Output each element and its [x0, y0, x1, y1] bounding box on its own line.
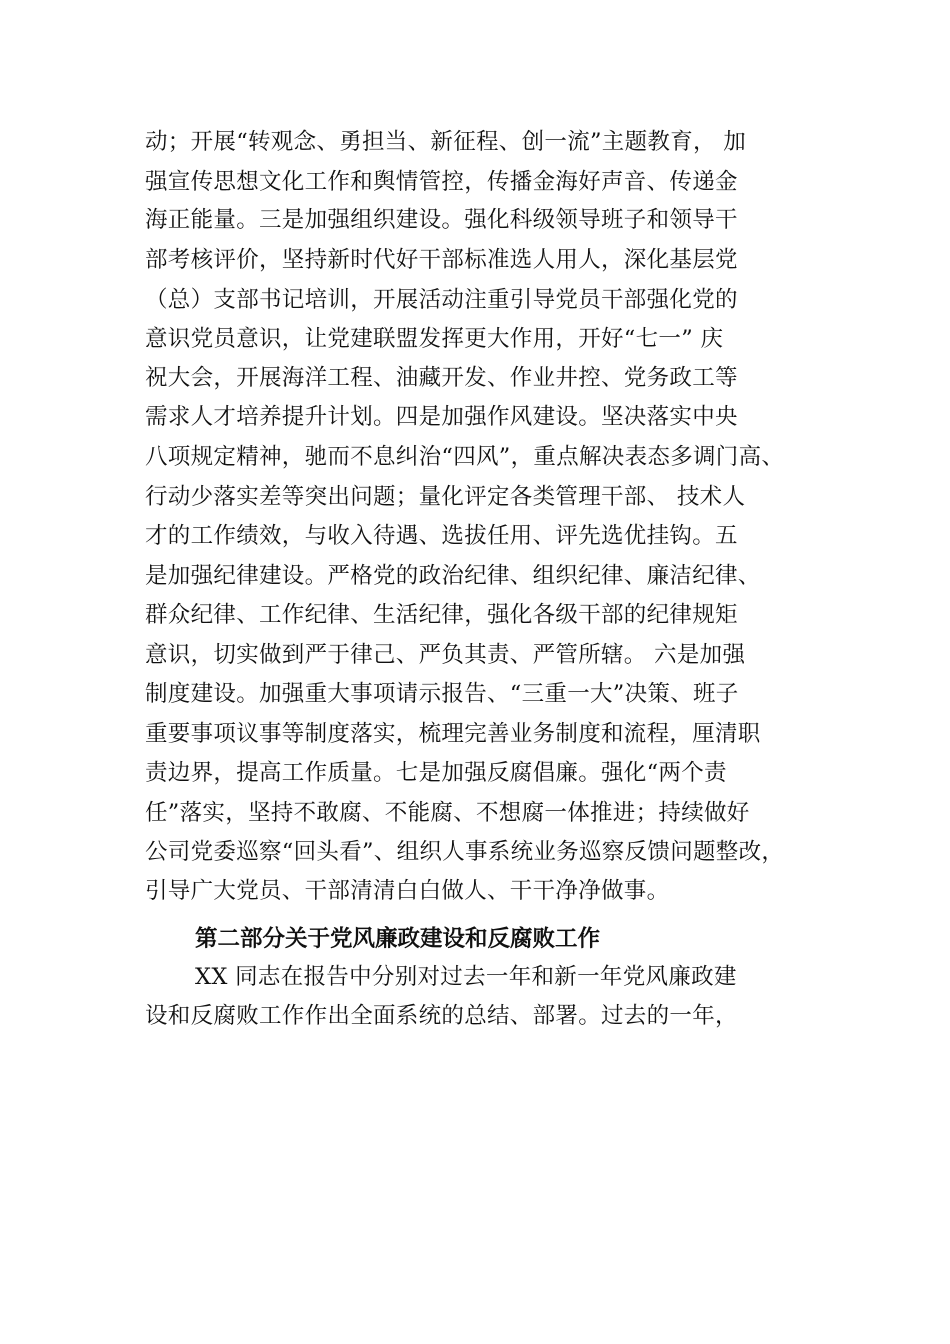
body-line: 意识，切实做到严于律己、严负其责、严管所辖。 六是加强 — [145, 642, 746, 668]
body-line: 海正能量。三是加强组织建设。强化科级领导班子和领导干 — [145, 207, 738, 233]
body-line: 意识党员意识，让党建联盟发挥更大作用，开好“七一” 庆 — [145, 326, 724, 352]
body-line: XX 同志在报告中分别对过去一年和新一年党风廉政建 — [195, 964, 737, 990]
body-line: 才的工作绩效，与收入待遇、选拔任用、评先选优挂钩。五 — [145, 523, 738, 549]
body-line: 部考核评价，坚持新时代好干部标准选人用人，深化基层党 — [145, 247, 738, 273]
section-heading: 第二部分关于党风廉政建设和反腐败工作 — [195, 926, 601, 952]
body-line: （总）支部书记培训，开展活动注重引导党员干部强化党的 — [145, 287, 738, 313]
body-line: 八项规定精神，驰而不息纠治“四风”，重点解决表态多调门高、 — [145, 444, 785, 470]
body-line: 责边界，提高工作质量。七是加强反腐倡廉。强化“两个责 — [145, 760, 727, 786]
body-line: 动；开展“转观念、勇担当、新征程、创一流”主题教育， 加 — [145, 129, 747, 155]
body-line: 行动少落实差等突出问题；量化评定各类管理干部、 技术人 — [145, 484, 746, 510]
body-line: 任”落实，坚持不敢腐、不能腐、不想腐一体推进；持续做好 — [145, 800, 750, 826]
body-line: 公司党委巡察“回头看”、组织人事系统业务巡察反馈问题整改， — [145, 839, 785, 865]
body-line: 强宣传思想文化工作和舆情管控，传播金海好声音、传递金 — [145, 169, 738, 195]
body-line: 重要事项议事等制度落实，梳理完善业务制度和流程，厘清职 — [145, 721, 761, 747]
body-line: 是加强纪律建设。严格党的政治纪律、组织纪律、廉洁纪律、 — [145, 563, 761, 589]
body-line: 祝大会，开展海洋工程、油藏开发、作业井控、党务政工等 — [145, 365, 738, 391]
body-line: 需求人才培养提升计划。四是加强作风建设。坚决落实中央 — [145, 404, 738, 430]
body-line: 群众纪律、工作纪律、生活纪律，强化各级干部的纪律规矩 — [145, 602, 738, 628]
body-line: 制度建设。加强重大事项请示报告、“三重一大”决策、班子 — [145, 681, 739, 707]
body-line: 设和反腐败工作作出全面系统的总结、部署。过去的一年， — [145, 1003, 738, 1029]
body-line: 引导广大党员、干部清清白白做人、干干净净做事。 — [145, 878, 670, 904]
